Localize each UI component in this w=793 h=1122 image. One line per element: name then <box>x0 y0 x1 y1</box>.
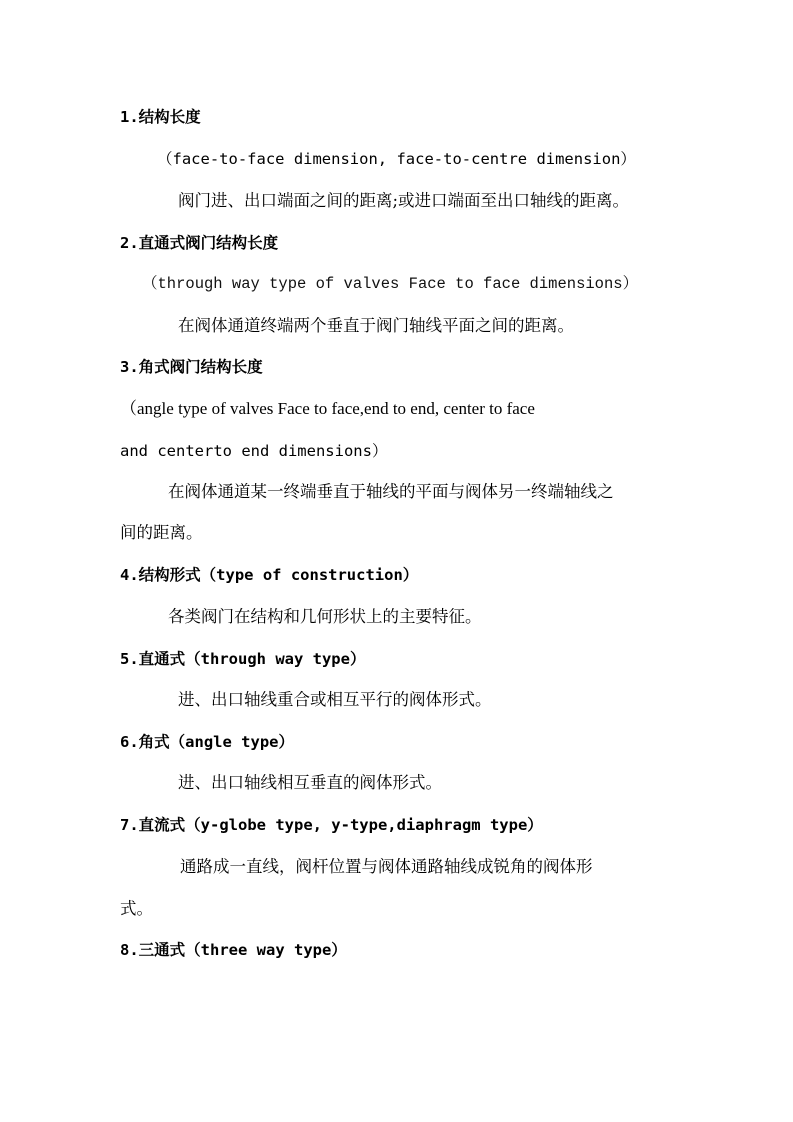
section-5-definition: 进、出口轴线重合或相互平行的阀体形式。 <box>178 690 492 709</box>
section-1-english-term: （face-to-face dimension, face-to-centre dimension） <box>157 150 636 168</box>
section-3-english-term-line-2: and centerto end dimensions） <box>120 442 388 460</box>
section-7-heading: 7.直流式（y-globe type, y-type,diaphragm type） <box>120 816 543 834</box>
section-4-heading: 4.结构形式（type of construction） <box>120 566 419 584</box>
section-3-definition-line-1: 在阀体通道某一终端垂直于轴线的平面与阀体另一终端轴线之 <box>168 482 614 501</box>
section-3-definition-line-2: 间的距离。 <box>120 523 203 542</box>
section-7-definition-line-1: 通路成一直线，阀杆位置与阀体通路轴线成锐角的阀体形 <box>180 857 593 876</box>
section-4-definition: 各类阀门在结构和几何形状上的主要特征。 <box>168 607 482 626</box>
section-2-definition: 在阀体通道终端两个垂直于阀门轴线平面之间的距离。 <box>178 316 574 335</box>
section-8-heading: 8.三通式（three way type） <box>120 941 347 959</box>
section-1-definition: 阀门进、出口端面之间的距离;或进口端面至出口轴线的距离。 <box>178 191 630 210</box>
section-6-definition: 进、出口轴线相互垂直的阀体形式。 <box>178 773 442 792</box>
section-1-heading: 1.结构长度 <box>120 108 201 126</box>
section-2-heading: 2.直通式阀门结构长度 <box>120 234 279 252</box>
section-3-english-term-line-1: （angle type of valves Face to face,end to end, center to face <box>120 399 535 418</box>
section-3-heading: 3.角式阀门结构长度 <box>120 358 263 376</box>
section-2-english-term: （through way type of valves Face to face dimensions） <box>142 275 639 293</box>
section-7-definition-line-2: 式。 <box>120 899 153 918</box>
section-5-heading: 5.直通式（through way type） <box>120 650 366 668</box>
section-6-heading: 6.角式（angle type） <box>120 733 294 751</box>
